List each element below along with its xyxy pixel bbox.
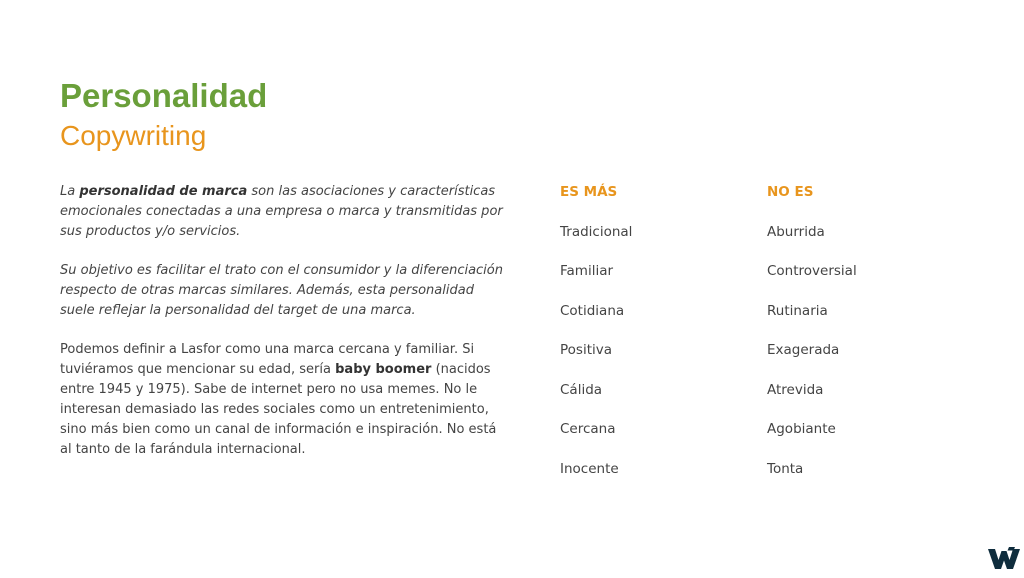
paragraph-definition (60, 182, 510, 242)
page-title: Personalidad (60, 77, 268, 114)
es-mas-item: Tradicional (560, 223, 633, 240)
es-mas-list (560, 222, 632, 479)
paragraph-lasfor (60, 340, 510, 460)
paragraph-objective: Su objetivo es facilitar el trato con el consumidor y la diferenciación respecto de otras marcas similares. Además, esta personalidad suele reflejar la personalidad del target de una marca. (60, 263, 503, 318)
paragraph-definition-bold: personalidad de marca (79, 184, 248, 199)
paragraph-lasfor-bold: baby boomer (335, 362, 432, 377)
es-mas-item: Cotidiana (560, 302, 625, 319)
paragraph-definition-post: son las asociaciones y características emocionales conectadas a una empresa o marca y transmitidas por sus productos y/o servicios. (60, 184, 503, 239)
no-es-item: Aburrida (767, 223, 825, 240)
w-logo-icon (988, 547, 1020, 571)
no-es-column (767, 182, 857, 498)
es-mas-item: Familiar (560, 263, 614, 279)
paragraph-lasfor-post: (nacidos entre 1945 y 1975). Sabe de internet pero no usa memes. No le interesan demasiado las redes sociales como un entretenimiento, sino más bien como un canal de información e inspiración. No está al tanto de la farándula internacional. (60, 362, 497, 457)
es-mas-item: Cercana (560, 421, 616, 437)
no-es-item: Atrevida (767, 381, 824, 398)
es-mas-item: Cálida (560, 381, 603, 398)
no-es-item: Tonta (767, 460, 804, 477)
no-es-list (767, 222, 857, 479)
no-es-item: Rutinaria (767, 302, 828, 319)
page-subtitle: Copywriting (60, 120, 207, 151)
es-mas-item: Inocente (560, 460, 619, 477)
description-text (60, 182, 510, 479)
no-es-header: NO ES (767, 184, 814, 200)
w-logo-shape (988, 549, 1020, 569)
paragraph-lasfor-pre: Podemos definir a Lasfor como una marca cercana y familiar. Si tuviéramos que mencionar su edad, sería (60, 342, 475, 377)
es-mas-header: ES MÁS (560, 184, 618, 200)
es-mas-column (560, 182, 632, 498)
no-es-item: Exagerada (767, 342, 840, 358)
es-mas-item: Positiva (560, 342, 613, 358)
no-es-item: Controversial (767, 263, 857, 279)
no-es-item: Agobiante (767, 421, 836, 437)
paragraph-definition-pre: La (60, 184, 80, 199)
